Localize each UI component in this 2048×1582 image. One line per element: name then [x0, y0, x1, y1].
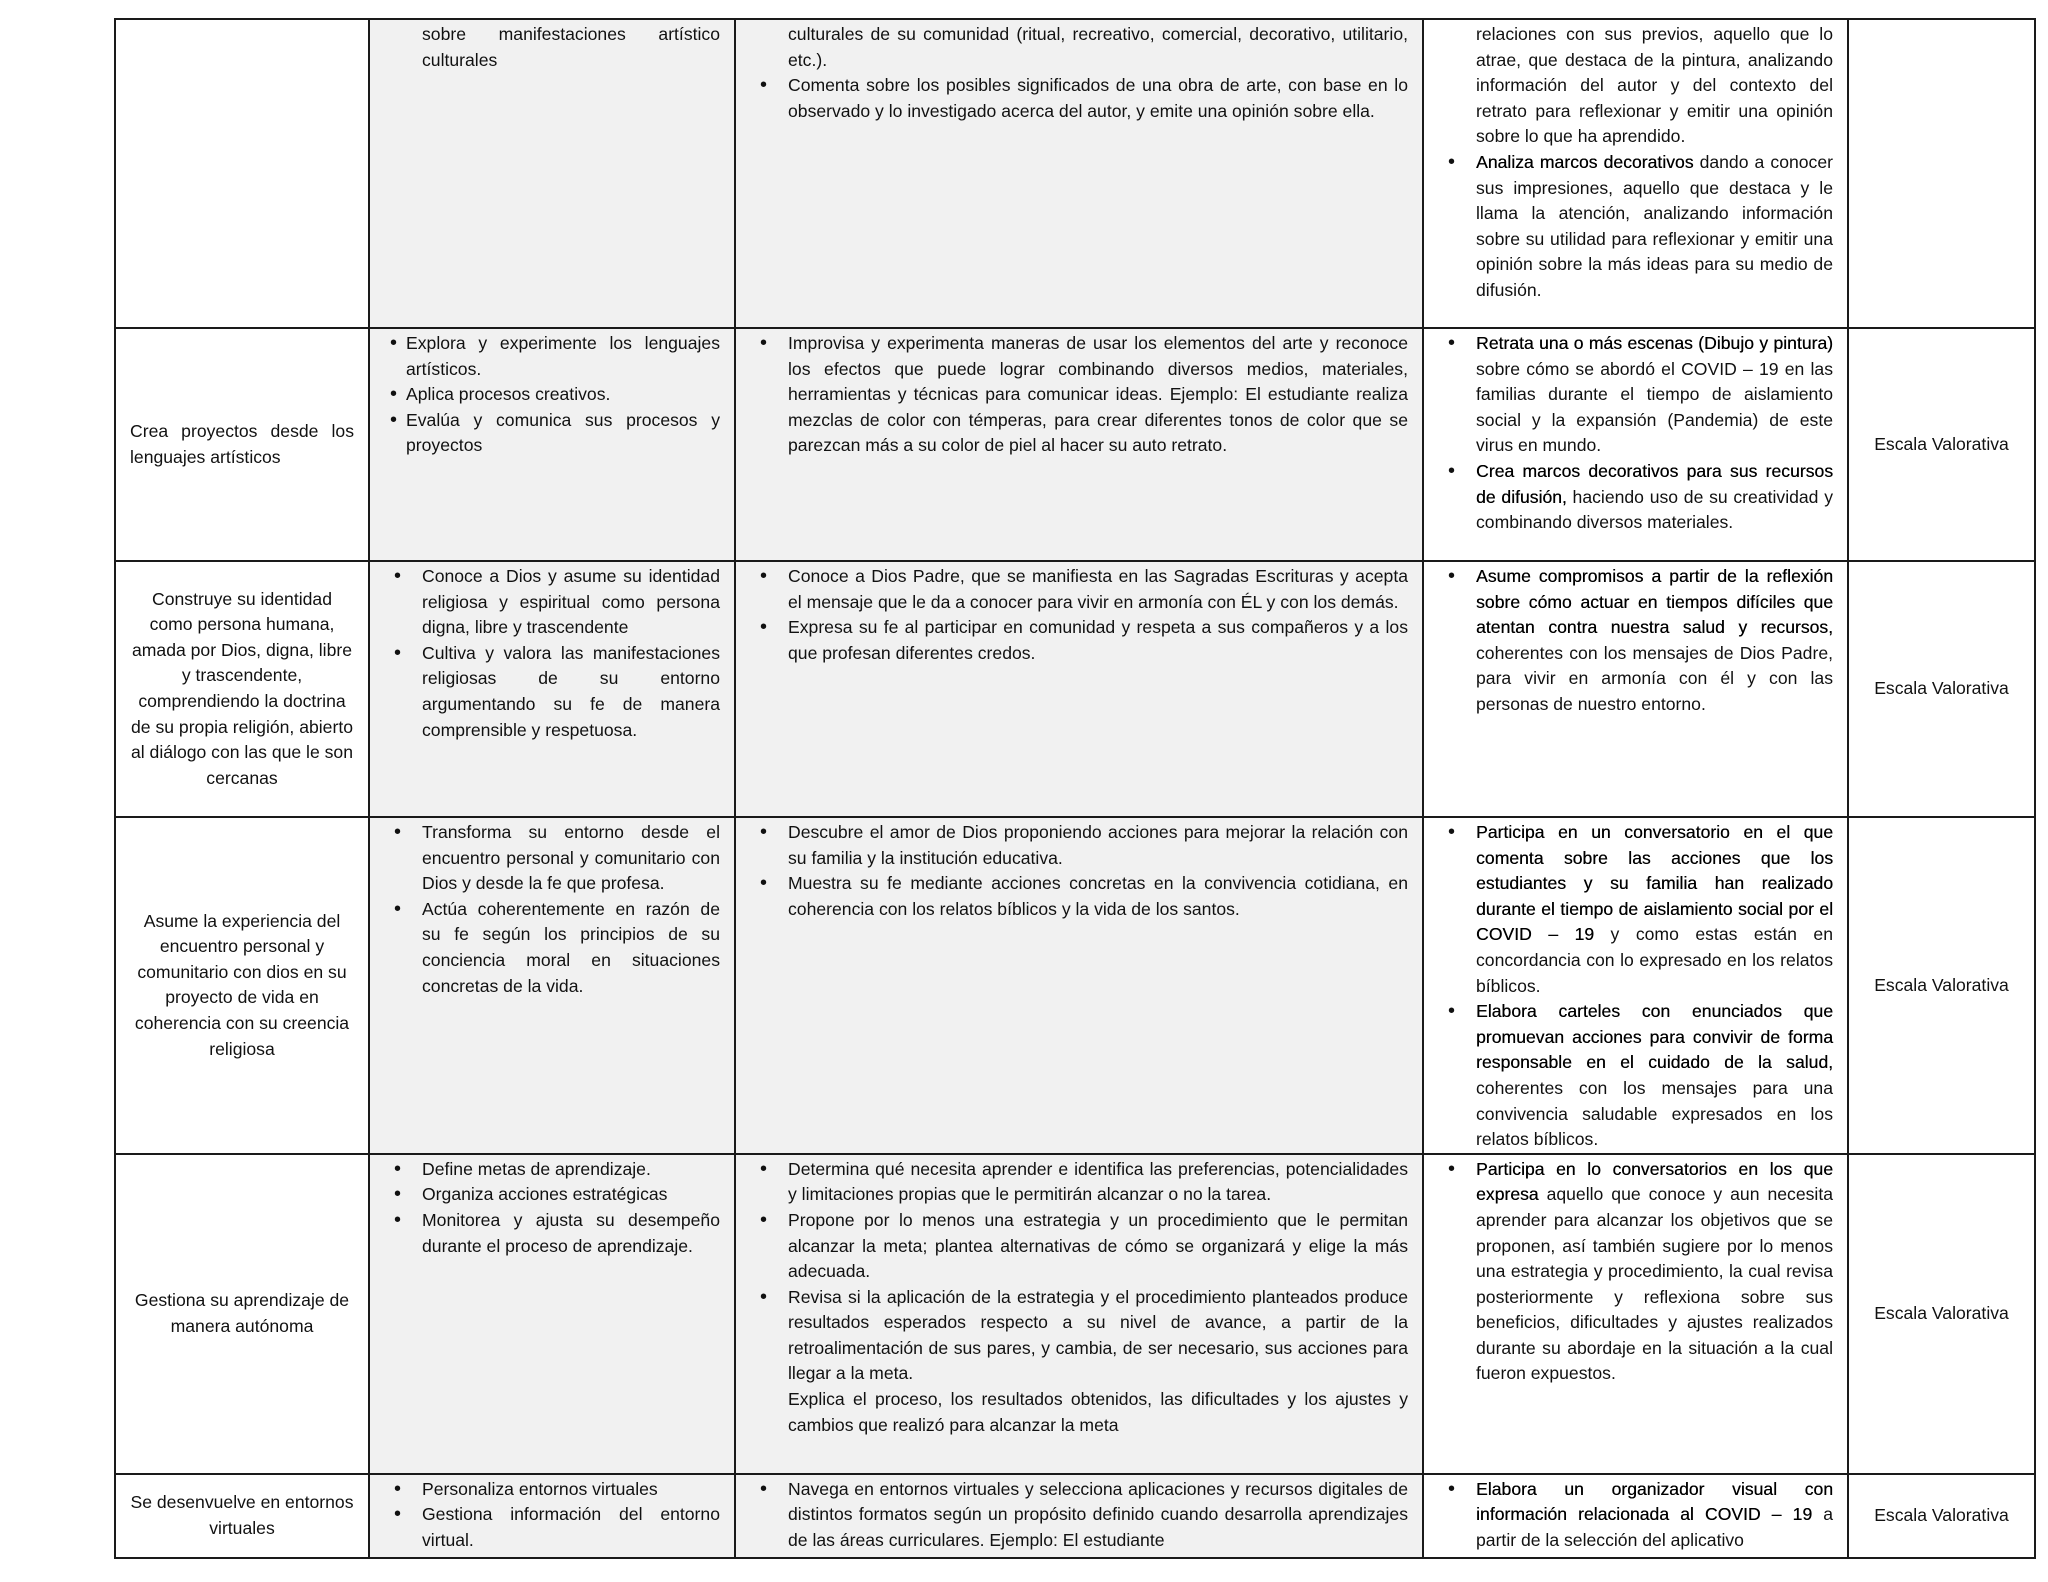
activity-bold: Asume compromisos a partir de la reflexión sobre cómo actuar en tiempos difíciles que atentan contra nuestra salud y recursos,: [1476, 566, 1833, 638]
performances-cell: [735, 1154, 1423, 1474]
performance-item: • Muestra su fe mediante acciones concretas en la convivencia cotidiana, en coherencia con los relatos bíblicos y la vida de los santos.: [750, 871, 1408, 922]
activity-item: [1438, 150, 1833, 304]
capacity-item: • Conoce a Dios y asume su identidad religiosa y espiritual como persona digna, libre y trascendente: [384, 564, 720, 641]
activity-text: y como estas están en concordancia con lo expresado en los relatos bíblicos.: [1476, 924, 1833, 996]
activity-text: sobre cómo se abordó el COVID – 19 en las familias durante el tiempo de aislamiento social y la expansión (Pandemia) de este virus en mundo.: [1476, 358, 1833, 456]
performance-item: • Improvisa y experimenta maneras de usar los elementos del arte y reconoce los efectos que puede lograr combinando diversos medios, materiales, herramientas y técnicas para comunicar ideas. Ejemplo: El estudiante realiza mezclas de color con témperas, para crear diferentes tonos de color que se parezcan más a su color de piel al hacer su auto retrato.: [750, 331, 1408, 459]
capacity-item: • Cultiva y valora las manifestaciones religiosas de su entorno argumentando su fe de manera comprensible y respetuosa.: [384, 641, 720, 743]
activity-item: [1438, 820, 1833, 999]
capacity-item: • Monitorea y ajusta su desempeño durante el proceso de aprendizaje.: [384, 1208, 720, 1259]
activities-cell: [1423, 817, 1848, 1154]
activity-bold: Analiza marcos decorativos: [1476, 151, 1694, 172]
competency-cell: Se desenvuelve en entornos virtuales: [115, 1474, 369, 1558]
activity-text: dando a conocer sus impresiones, aquello que destaca y le llama la atención, analizando información sobre su utilidad para reflexionar y emitir una opinión sobre la más ideas para su medio de difusión.: [1476, 151, 1833, 300]
activity-bold: Participa en lo conversatorios en los que expresa: [1476, 1158, 1833, 1205]
table-row: [115, 1154, 2035, 1474]
capacity-item: • Aplica procesos creativos.: [384, 382, 720, 408]
capacity-item: • Gestiona información del entorno virtual.: [384, 1502, 720, 1553]
capacity-item: • Personaliza entornos virtuales: [384, 1477, 720, 1503]
performances-cell: [735, 817, 1423, 1154]
instrument-cell: Escala Valorativa: [1848, 817, 2035, 1154]
activity-item: [1438, 459, 1833, 536]
performance-item: • Determina qué necesita aprender e identifica las preferencias, potencialidades y limitaciones propias que le permitirán alcanzar o no la tarea.: [750, 1157, 1408, 1208]
performance-item: • Conoce a Dios Padre, que se manifiesta en las Sagradas Escrituras y acepta el mensaje que le da a conocer para vivir en armonía con ÉL y con los demás.: [750, 564, 1408, 615]
capacities-cell: [369, 1154, 735, 1474]
performances-cell: [735, 328, 1423, 561]
activities-cell: [1423, 1474, 1848, 1558]
activity-text: coherentes con los mensajes de Dios Padre, para vivir en armonía con él y con las personas de nuestro entorno.: [1476, 642, 1833, 714]
capacity-item: • Evalúa y comunica sus procesos y proyectos: [384, 408, 720, 459]
instrument-cell: Escala Valorativa: [1848, 1474, 2035, 1558]
table-row: [115, 817, 2035, 1154]
instrument-cell: [1848, 19, 2035, 328]
activity-bold: Participa en un conversatorio en el que comenta sobre las acciones que los estudiantes y su familia han realizado durante el tiempo de aislamiento social por el COVID – 19: [1476, 822, 1833, 945]
activity-item: [1438, 331, 1833, 459]
instrument-cell: Escala Valorativa: [1848, 328, 2035, 561]
performances-cell: [735, 561, 1423, 817]
activities-cell: [1423, 561, 1848, 817]
capacities-cell: [369, 328, 735, 561]
performance-item: • Navega en entornos virtuales y selecciona aplicaciones y recursos digitales de distintos formatos según un propósito definido cuando desarrolla aprendizajes de las áreas curriculares. Ejemplo: El estudiante: [750, 1477, 1408, 1554]
activity-text: haciendo uso de su creatividad y combinando diversos materiales.: [1476, 486, 1833, 533]
activities-cell: [1423, 1154, 1848, 1474]
table-row: [115, 561, 2035, 817]
performance-continuation: culturales de su comunidad (ritual, recreativo, comercial, decorativo, utilitario, etc.).: [788, 24, 1408, 70]
capacities-cell: [369, 19, 735, 328]
table-row: [115, 19, 2035, 328]
table-row: [115, 328, 2035, 561]
activity-item: [1438, 1157, 1833, 1387]
activity-text: coherentes con los mensajes para una convivencia saludable expresados en los relatos bíblicos.: [1476, 1077, 1833, 1150]
activities-cell: [1423, 19, 1848, 328]
capacity-item: • Explora y experimente los lenguajes artísticos.: [384, 331, 720, 382]
capacities-cell: [369, 1474, 735, 1558]
competency-cell: [115, 19, 369, 328]
competency-cell: Asume la experiencia del encuentro personal y comunitario con dios en su proyecto de vida en coherencia con su creencia religiosa: [115, 817, 369, 1154]
activity-bold: Retrata una o más escenas (Dibujo y pintura): [1476, 333, 1833, 353]
activity-item: [1438, 564, 1833, 718]
capacity-item: • Actúa coherentemente en razón de su fe según los principios de su conciencia moral en situaciones concretas de la vida.: [384, 897, 720, 999]
competency-cell: Crea proyectos desde los lenguajes artísticos: [115, 328, 369, 561]
capacity-item: • Transforma su entorno desde el encuentro personal y comunitario con Dios y desde la fe que profesa.: [384, 820, 720, 897]
performances-cell: [735, 1474, 1423, 1558]
activity-continuation: relaciones con sus previos, aquello que lo atrae, que destaca de la pintura, analizando información del autor y del contexto del retrato para reflexionar y emitir una opinión sobre lo que ha aprendido.: [1476, 24, 1833, 147]
performance-item: • Expresa su fe al participar en comunidad y respeta a sus compañeros y a los que profesan diferentes credos.: [750, 615, 1408, 666]
performances-cell: [735, 19, 1423, 328]
performance-item: • Descubre el amor de Dios proponiendo acciones para mejorar la relación con su familia y la institución educativa.: [750, 820, 1408, 871]
performance-trailing-text: Explica el proceso, los resultados obtenidos, las dificultades y los ajustes y cambios que realizó para alcanzar la meta: [788, 1389, 1408, 1435]
activities-cell: [1423, 328, 1848, 561]
capacity-item: • Define metas de aprendizaje.: [384, 1157, 720, 1183]
activity-bold: Crea marcos decorativos para sus recursos de difusión,: [1476, 460, 1833, 507]
activity-bold: Elabora carteles con enunciados que promuevan acciones para convivir de forma responsable en el cuidado de la salud,: [1476, 1001, 1833, 1073]
activity-text: a partir de la selección del aplicativo: [1476, 1504, 1833, 1550]
performance-item: • Comenta sobre los posibles significados de una obra de arte, con base en lo observado y lo investigado acerca del autor, y emite una opinión sobre ella.: [750, 73, 1408, 124]
capacity-item: • Organiza acciones estratégicas: [384, 1182, 720, 1208]
competency-cell: Gestiona su aprendizaje de manera autónoma: [115, 1154, 369, 1474]
competency-cell: Construye su identidad como persona humana, amada por Dios, digna, libre y trascendente, comprendiendo la doctrina de su propia religión, abierto al diálogo con las que le son cercanas: [115, 561, 369, 817]
capacity-continuation: sobre manifestaciones artístico culturales: [422, 24, 720, 70]
competency-table: [114, 18, 2036, 1559]
capacities-cell: [369, 817, 735, 1154]
activity-text: aquello que conoce y aun necesita aprender para alcanzar los objetivos que se proponen, así también sugiere por lo menos una estrategia y procedimiento, la cual revisa posteriormente y reflexiona sobre sus beneficios, dificultades y ajustes realizados durante su abordaje en la situación a la cual fueron expuestos.: [1476, 1184, 1833, 1384]
performance-item: • Propone por lo menos una estrategia y un procedimiento que le permitan alcanzar la meta; plantea alternativas de cómo se organizará y elige la más adecuada.: [750, 1208, 1408, 1285]
capacities-cell: [369, 561, 735, 817]
instrument-cell: Escala Valorativa: [1848, 1154, 2035, 1474]
instrument-cell: Escala Valorativa: [1848, 561, 2035, 817]
performance-item: • Revisa si la aplicación de la estrategia y el procedimiento planteados produce resultados esperados respecto a su nivel de avance, a partir de la retroalimentación de sus pares, y cambia, de ser necesario, sus acciones para llegar a la meta.: [750, 1285, 1408, 1387]
table-row: [115, 1474, 2035, 1558]
activity-bold: Elabora un organizador visual con información relacionada al COVID – 19: [1476, 1478, 1833, 1525]
activity-item: [1438, 999, 1833, 1153]
activity-item: [1438, 1477, 1833, 1554]
